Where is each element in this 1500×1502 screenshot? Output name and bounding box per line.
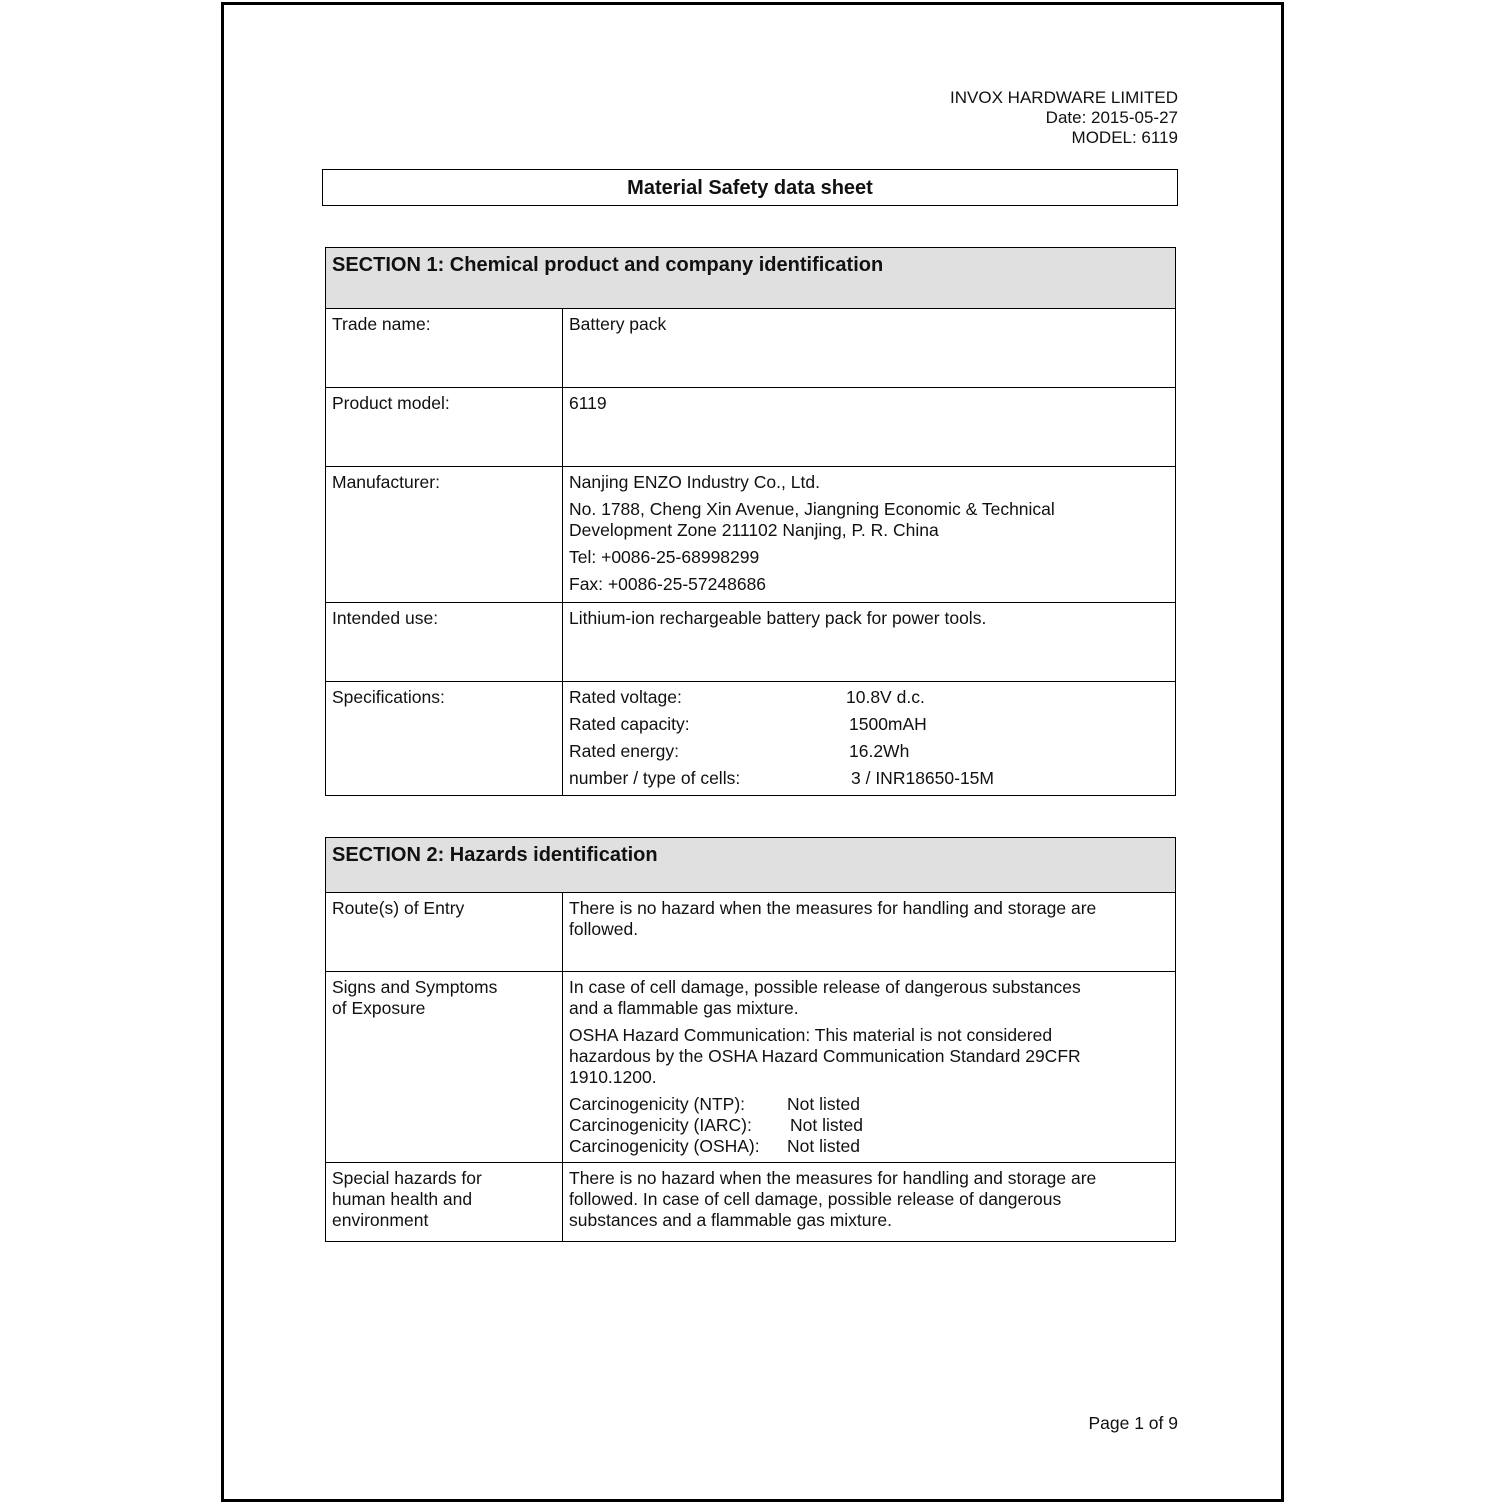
carcinogenicity-name: Carcinogenicity (NTP): [569, 1094, 746, 1114]
trade-name-label: Trade name: [326, 309, 563, 388]
section-1-heading: SECTION 1: Chemical product and company identification [326, 248, 1176, 309]
document-date: Date: 2015-05-27 [1045, 108, 1178, 127]
spec-value: 3 / INR18650-15M [851, 768, 994, 788]
special-hazards-value [563, 1163, 1176, 1242]
address-line: No. 1788, Cheng Xin Avenue, Jiangning Economic & Technical [569, 499, 1055, 519]
section-1-table [325, 247, 1176, 796]
section-2-heading: SECTION 2: Hazards identification [326, 838, 1176, 893]
label-line: environment [332, 1210, 429, 1230]
osha-paragraph [569, 1025, 1169, 1088]
label-line: Signs and Symptoms [332, 977, 498, 997]
carcinogenicity-name: Carcinogenicity (IARC): [569, 1115, 752, 1135]
text-line: There is no hazard when the measures for handling and storage are [569, 898, 1097, 918]
specifications-list [563, 682, 1176, 796]
route-of-entry-value [563, 893, 1176, 972]
manufacturer-address [569, 499, 1169, 541]
manufacturer-details [563, 467, 1176, 603]
document-header [938, 88, 1178, 148]
spec-row [569, 768, 1169, 789]
document-title: Material Safety data sheet [322, 169, 1178, 206]
carcinogenicity-value: Not listed [787, 1094, 860, 1114]
special-hazards-label [326, 1163, 563, 1242]
spec-name: Rated energy: [569, 741, 679, 761]
label-line: human health and [332, 1189, 473, 1209]
spec-name: number / type of cells: [569, 768, 741, 788]
carcinogenicity-row [569, 1136, 1169, 1157]
product-model-label: Product model: [326, 388, 563, 467]
manufacturer-fax: Fax: +0086-25-57248686 [569, 574, 767, 594]
spec-row [569, 714, 1169, 735]
spec-row [569, 687, 1169, 708]
text-line: substances and a flammable gas mixture. [569, 1210, 892, 1230]
spec-value: 1500mAH [849, 714, 927, 734]
text-line: and a flammable gas mixture. [569, 998, 799, 1018]
spec-name: Rated capacity: [569, 714, 690, 734]
manufacturer-label: Manufacturer: [326, 467, 563, 603]
carcinogenicity-name: Carcinogenicity (OSHA): [569, 1136, 760, 1156]
exposure-paragraph [569, 977, 1169, 1019]
text-line: 1910.1200. [569, 1067, 657, 1087]
model-number: MODEL: 6119 [1071, 128, 1178, 147]
spec-value: 16.2Wh [849, 741, 910, 761]
trade-name-value: Battery pack [563, 309, 1176, 388]
product-model-value: 6119 [563, 388, 1176, 467]
label-line: of Exposure [332, 998, 426, 1018]
section-2-table [325, 837, 1176, 1242]
carcinogenicity-value: Not listed [790, 1115, 863, 1135]
company-name: INVOX HARDWARE LIMITED [950, 88, 1178, 107]
text-line: hazardous by the OSHA Hazard Communication Standard 29CFR [569, 1046, 1081, 1066]
page-number: Page 1 of 9 [1088, 1413, 1178, 1433]
intended-use-label: Intended use: [326, 603, 563, 682]
manufacturer-name: Nanjing ENZO Industry Co., Ltd. [569, 472, 820, 492]
spec-value: 10.8V d.c. [846, 687, 925, 707]
carcinogenicity-row [569, 1115, 1169, 1136]
intended-use-value: Lithium-ion rechargeable battery pack for power tools. [563, 603, 1176, 682]
spec-row [569, 741, 1169, 762]
address-line: Development Zone 211102 Nanjing, P. R. China [569, 520, 939, 540]
signs-symptoms-label [326, 972, 563, 1163]
text-line: There is no hazard when the measures for handling and storage are [569, 1168, 1097, 1188]
label-line: Special hazards for [332, 1168, 482, 1188]
specifications-label: Specifications: [326, 682, 563, 796]
carcinogenicity-value: Not listed [787, 1136, 860, 1156]
text-line: In case of cell damage, possible release of dangerous substances [569, 977, 1081, 997]
spec-name: Rated voltage: [569, 687, 682, 707]
text-line: OSHA Hazard Communication: This material is not considered [569, 1025, 1053, 1045]
carcinogenicity-row [569, 1094, 1169, 1115]
text-line: followed. In case of cell damage, possible release of dangerous [569, 1189, 1062, 1209]
text-line: followed. [569, 919, 639, 939]
signs-symptoms-value [563, 972, 1176, 1163]
route-of-entry-label: Route(s) of Entry [326, 893, 563, 972]
carcinogenicity-list [569, 1094, 1169, 1157]
manufacturer-tel: Tel: +0086-25-68998299 [569, 547, 760, 567]
